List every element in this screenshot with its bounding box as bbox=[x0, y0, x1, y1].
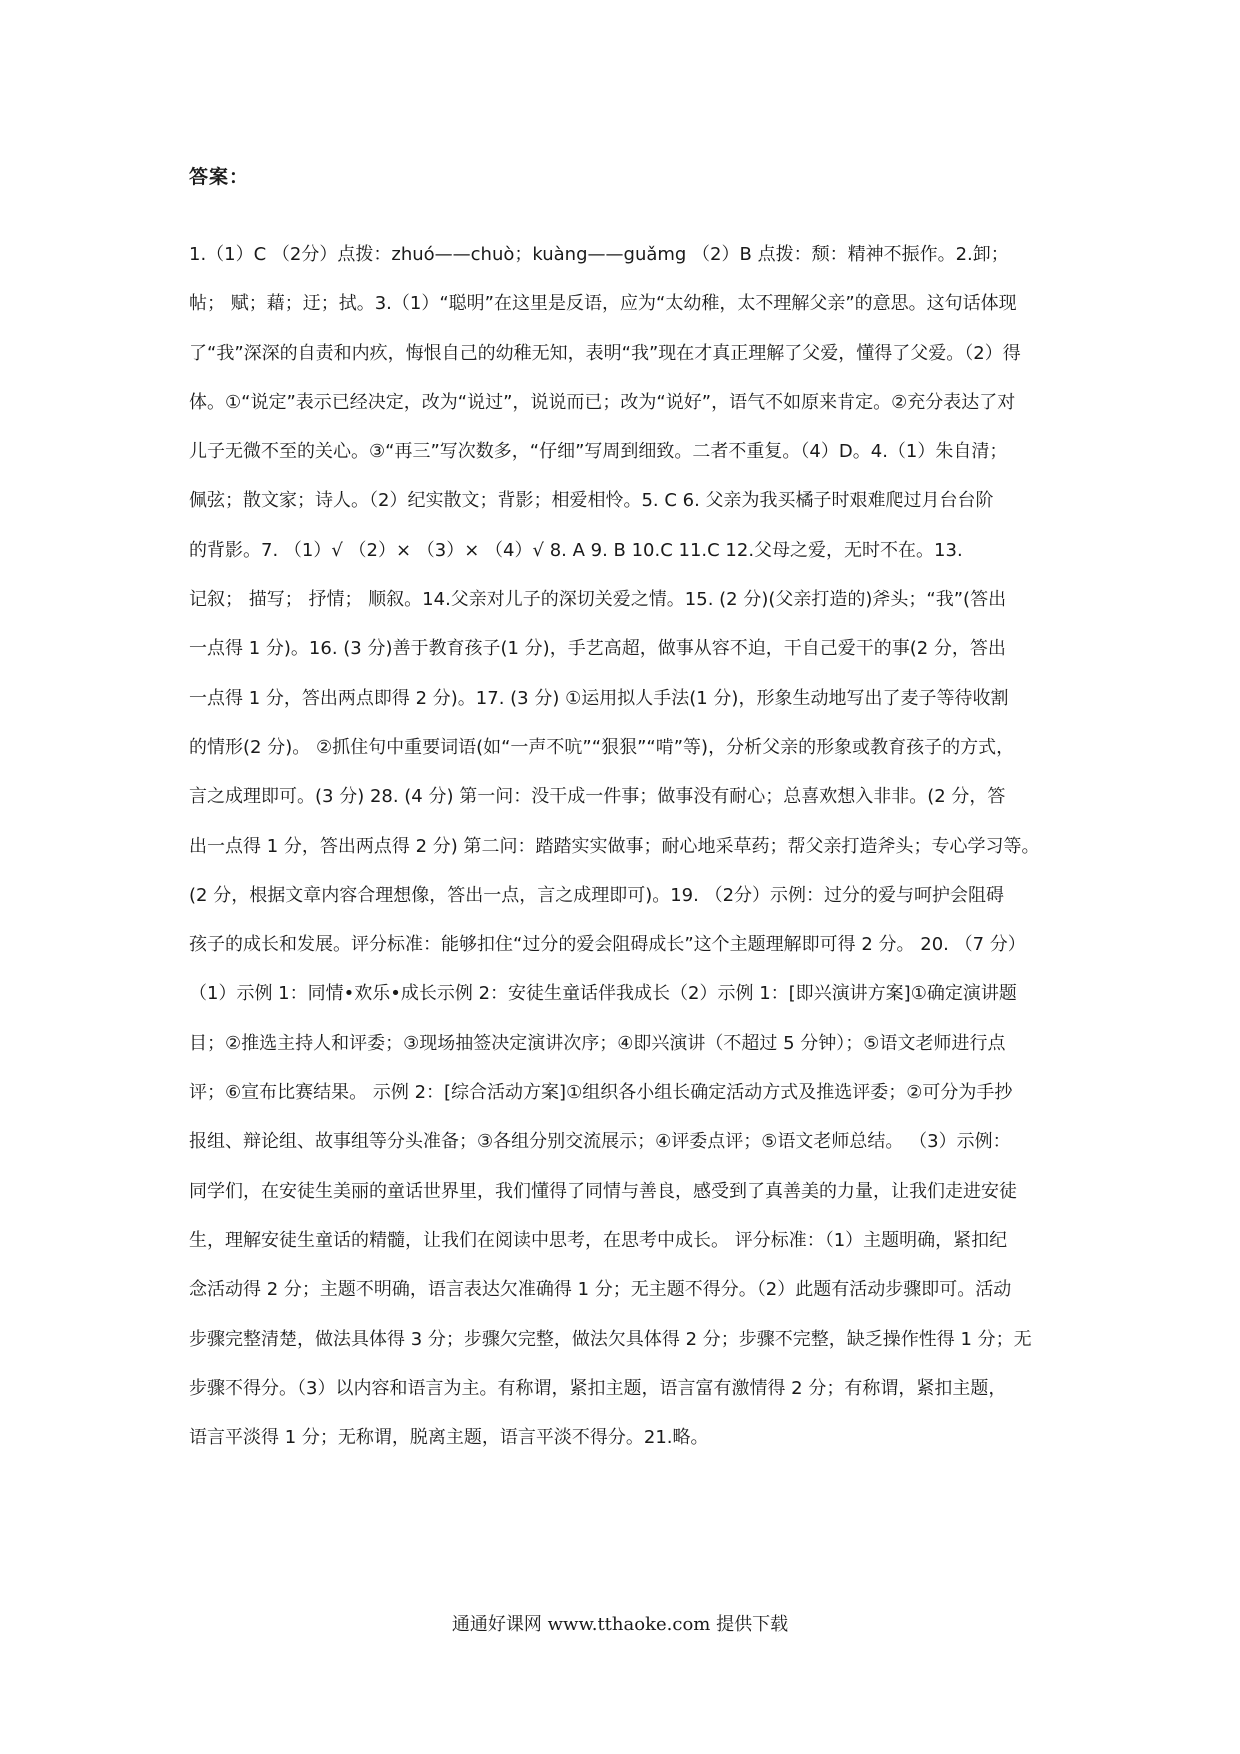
text-line: 语言平淡得 1 分；无称谓，脱离主题，语言平淡不得分。21.略。 bbox=[189, 1427, 709, 1449]
text-line: 念活动得 2 分；主题不明确，语言表达欠准确得 1 分；无主题不得分。（2）此题有活动步骤即可。活动 bbox=[189, 1279, 1012, 1301]
text-line: 同学们，在安徒生美丽的童话世界里，我们懂得了同情与善良，感受到了真善美的力量，让我们走进安徒 bbox=[189, 1180, 1017, 1202]
page-footer: 通通好课网 www.tthaoke.com 提供下载 bbox=[451, 1614, 789, 1635]
text-line: 儿子无微不至的关心。③“再三”写次数多，“仔细”写周到细致。二者不重复。（4）D。4.（1）朱自清； bbox=[189, 441, 1008, 463]
answers-heading: 答案： bbox=[189, 166, 250, 188]
text-line: 报组、辩论组、故事组等分头准备；③各组分别交流展示；④评委点评；⑤语文老师总结。 （3）示例： bbox=[189, 1131, 1011, 1153]
text-line: (2 分，根据文章内容合理想像，答出一点，言之成理即可)。19. （2分）示例：过分的爱与呵护会阻碍 bbox=[189, 884, 1005, 906]
text-line: 了“我”深深的自责和内疚，悔恨自己的幼稚无知，表明“我”现在才真正理解了父爱，懂得了父爱。（2）得 bbox=[189, 342, 1021, 364]
text-line: 的背影。7. （1）√ （2）× （3）× （4）√ 8. A 9. B 10.C 11.C 12.父母之爱，无时不在。13. bbox=[189, 539, 963, 561]
text-line: 孩子的成长和发展。评分标准：能够扣住“过分的爱会阻碍成长”这个主题理解即可得 2 分。 20. （7 分） bbox=[189, 934, 1026, 956]
text-line: （1）示例 1：同情•欢乐•成长示例 2：安徒生童话伴我成长（2）示例 1：[即兴演讲方案]①确定演讲题 bbox=[189, 983, 1017, 1005]
text-line: 一点得 1 分)。16. (3 分)善于教育孩子(1 分)，手艺高超，做事从容不迫，干自己爱干的事(2 分，答出 bbox=[189, 638, 1006, 660]
text-line: 记叙； 描写； 抒情； 顺叙。14.父亲对儿子的深切关爱之情。15. (2 分)(父亲打造的)斧头；“我”(答出 bbox=[189, 589, 1007, 611]
text-line: 佩弦；散文家；诗人。（2）纪实散文；背影；相爱相怜。5. C 6. 父亲为我买橘子时艰难爬过月台台阶 bbox=[189, 490, 994, 512]
text-line: 出一点得 1 分，答出两点得 2 分) 第二问：踏踏实实做事；耐心地采草药；帮父亲打造斧头；专心学习等。 bbox=[189, 835, 1040, 857]
text-line: 步骤不得分。（3）以内容和语言为主。有称谓，紧扣主题，语言富有激情得 2 分；有称谓，紧扣主题， bbox=[189, 1377, 1007, 1399]
text-line: 目；②推选主持人和评委；③现场抽签决定演讲次序；④即兴演讲（不超过 5 分钟）；⑤语文老师进行点 bbox=[189, 1032, 1006, 1054]
text-line: 1.（1）C （2分）点拨：zhuó——chuò；kuàng——guǎmg （2）B 点拨：颓：精神不振作。2.卸； bbox=[189, 244, 1009, 265]
text-line: 生，理解安徒生童话的精髓，让我们在阅读中思考，在思考中成长。 评分标准：（1）主题明确，紧扣纪 bbox=[189, 1229, 1008, 1251]
text-line: 评；⑥宣布比赛结果。 示例 2：[综合活动方案]①组织各小组长确定活动方式及推选评委；②可分为手抄 bbox=[189, 1082, 1013, 1104]
text-line: 一点得 1 分，答出两点即得 2 分)。17. (3 分) ①运用拟人手法(1 分)，形象生动地写出了麦子等待收割 bbox=[189, 687, 1009, 709]
text-line: 言之成理即可。(3 分) 28. (4 分) 第一问：没干成一件事；做事没有耐心；总喜欢想入非非。(2 分，答 bbox=[189, 786, 1006, 808]
answer-body bbox=[189, 240, 1051, 1472]
text-line: 体。①“说定”表示已经决定，改为“说过”，说说而已；改为“说好”，语气不如原来肯定。②充分表达了对 bbox=[189, 391, 1016, 413]
text-line: 步骤完整清楚，做法具体得 3 分；步骤欠完整，做法欠具体得 2 分；步骤不完整，缺乏操作性得 1 分；无 bbox=[189, 1328, 1032, 1350]
text-line: 帖； 赋；藉；迂；拭。3.（1）“聪明”在这里是反语，应为“太幼稚，太不理解父亲”的意思。这句话体现 bbox=[189, 293, 1017, 315]
text-line: 的情形(2 分)。 ②抓住句中重要词语(如“一声不吭”“狠狠”“啃”等)，分析父亲的形象或教育孩子的方式， bbox=[189, 736, 1015, 758]
